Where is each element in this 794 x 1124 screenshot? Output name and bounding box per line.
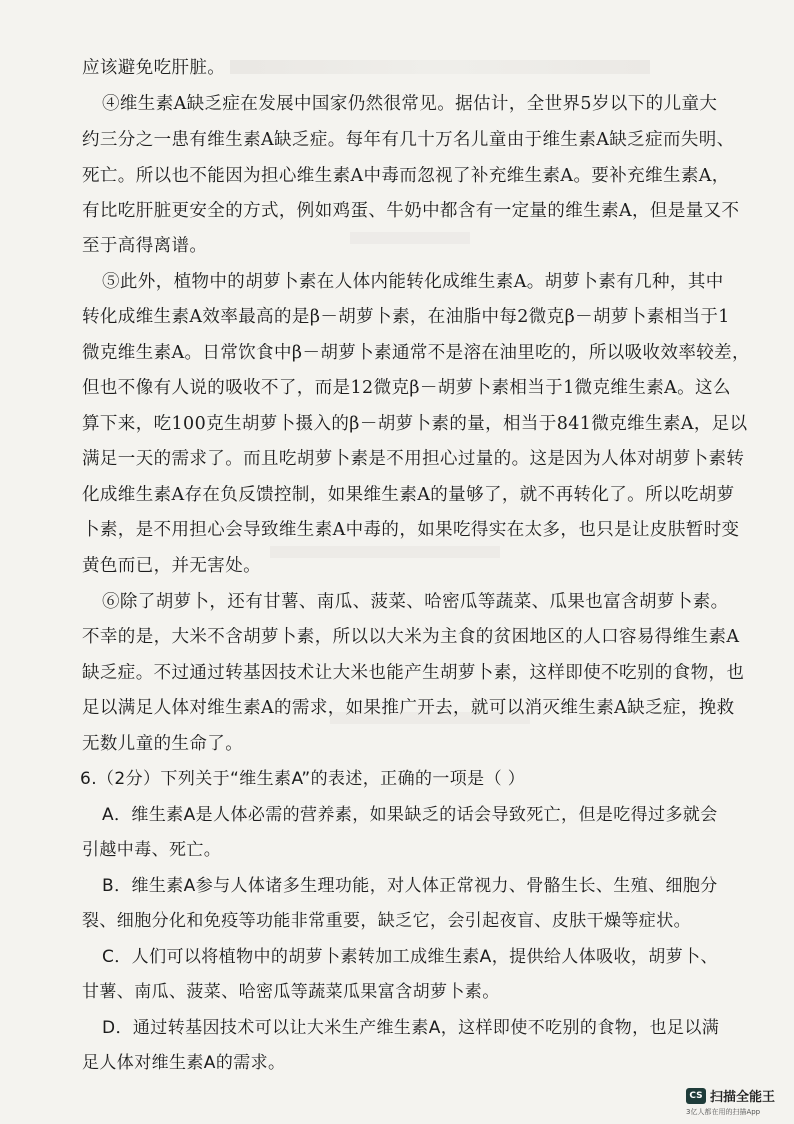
option-d-line1: D．通过转基因技术可以让大米生产维生素A，这样即使不吃别的食物，也足以满 — [102, 1018, 720, 1038]
passage-line: 化成维生素A存在负反馈控制，如果维生素A的量够了，就不再转化了。所以吃胡萝 — [82, 485, 735, 505]
option-d-line2: 足人体对维生素A的需求。 — [82, 1053, 286, 1073]
bleed-through-mark — [230, 60, 650, 74]
passage-line: 满足一天的需求了。而且吃胡萝卜素是不用担心过量的。这是因为人体对胡萝卜素转 — [82, 449, 745, 469]
passage-line: ④维生素A缺乏症在发展中国家仍然很常见。据估计，全世界5岁以下的儿童大 — [102, 94, 718, 114]
passage-line: ⑥除了胡萝卜，还有甘薯、南瓜、菠菜、哈密瓜等蔬菜、瓜果也富含胡萝卜素。 — [102, 592, 729, 612]
option-a-line2: 引越中毒、死亡。 — [82, 840, 222, 860]
passage-line: 死亡。所以也不能因为担心维生素A中毒而忽视了补充维生素A。要补充维生素A， — [82, 166, 730, 186]
option-c-line2: 甘薯、南瓜、菠菜、哈密瓜等蔬菜瓜果富含胡萝卜素。 — [82, 982, 500, 1002]
passage-line: 足以满足人体对维生素A的需求，如果推广开去，就可以消灭维生素A缺乏症，挽救 — [82, 698, 735, 718]
option-b-line2: 裂、细胞分化和免疫等功能非常重要，缺乏它，会引起夜盲、皮肤干燥等症状。 — [82, 911, 691, 931]
passage-line: ⑤此外，植物中的胡萝卜素在人体内能转化成维生素A。胡萝卜素有几种，其中 — [102, 272, 724, 292]
watermark-tagline: 3亿人都在用的扫描App — [686, 1108, 761, 1116]
option-a-line1: A．维生素A是人体必需的营养素，如果缺乏的话会导致死亡，但是吃得过多就会 — [102, 805, 718, 825]
bleed-through-mark — [350, 232, 470, 244]
question-stem: 6.（2分）下列关于“维生素A”的表述，正确的一项是（ ） — [80, 769, 526, 789]
passage-line: 卜素，是不用担心会导致维生素A中毒的，如果吃得实在太多，也只是让皮肤暂时变 — [82, 520, 740, 540]
passage-line: 但也不像有人说的吸收不了，而是12微克β－胡萝卜素相当于1微克维生素A。这么 — [82, 378, 731, 398]
passage-line: 有比吃肝脏更安全的方式，例如鸡蛋、牛奶中都含有一定量的维生素A，但是量又不 — [82, 201, 740, 221]
passage-line: 黄色而已，并无害处。 — [82, 556, 261, 576]
passage-line: 微克维生素A。日常饮食中β－胡萝卜素通常不是溶在油里吃的，所以吸收效率较差， — [82, 343, 750, 363]
passage-line: 无数儿童的生命了。 — [82, 734, 244, 754]
passage-line: 缺乏症。不过通过转基因技术让大米也能产生胡萝卜素，这样即使不吃别的食物，也 — [82, 663, 745, 683]
passage-line: 不幸的是，大米不含胡萝卜素，所以以大米为主食的贫困地区的人口容易得维生素A — [82, 627, 740, 647]
bleed-through-mark — [270, 546, 500, 558]
passage-line: 转化成维生素A效率最高的是β－胡萝卜素，在油脂中每2微克β－胡萝卜素相当于1 — [82, 307, 730, 327]
option-c-line1: C．人们可以将植物中的胡萝卜素转加工成维生素A，提供给人体吸收，胡萝卜、 — [102, 947, 718, 967]
passage-line: 至于高得离谱。 — [82, 236, 208, 256]
passage-line: 算下来，吃100克生胡萝卜摄入的β－胡萝卜素的量，相当于841微克维生素A，足以 — [82, 414, 748, 434]
watermark-app-name: 扫描全能王 — [710, 1090, 776, 1105]
camscanner-logo-icon: CS — [686, 1088, 706, 1104]
passage-line: 约三分之一患有维生素A缺乏症。每年有几十万名儿童由于维生素A缺乏症而失明、 — [82, 130, 735, 150]
option-b-line1: B．维生素A参与人体诸多生理功能，对人体正常视力、骨骼生长、生殖、细胞分 — [102, 876, 718, 896]
passage-line: 应该避免吃肝脏。 — [82, 58, 226, 78]
